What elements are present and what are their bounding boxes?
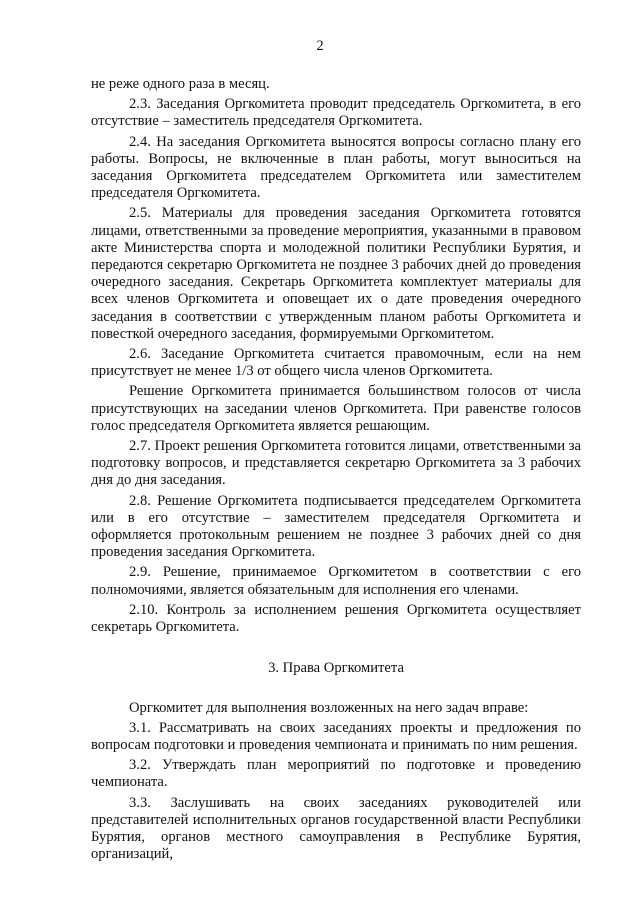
paragraph-continuation: не реже одного раза в месяц.	[91, 76, 270, 92]
paragraph-2-6: 2.6. Заседание Оргкомитета считается правомочным, если на нем присутствует не менее 1/3 от общего числа членов Оргкомитета.	[91, 346, 581, 380]
paragraph-3-3: 3.3. Заслушивать на своих заседаниях руководителей или представителей исполнительных органов государственной власти Республики Бурятия, органов местного самоуправления в Республике Бурятия, организаций,	[91, 794, 581, 863]
paragraph-2-7: 2.7. Проект решения Оргкомитета готовится лицами, ответственными за подготовку вопросов, и представляется секретарю Оргкомитета за 3 рабочих дня до дня заседания.	[91, 438, 581, 489]
document-body	[91, 76, 581, 863]
section-heading: 3. Права Оргкомитета	[268, 660, 404, 677]
paragraph-3-1: 3.1. Рассматривать на своих заседаниях проекты и предложения по вопросам подготовки и проведения чемпионата и принимать по ним решения.	[91, 719, 581, 753]
page-number: 2	[316, 38, 324, 54]
paragraph-2-3: 2.3. Заседания Оргкомитета проводит председатель Оргкомитета, в его отсутствие – заместитель председателя Оргкомитета.	[91, 96, 581, 130]
paragraph-2-4: 2.4. На заседания Оргкомитета выносятся вопросы согласно плану его работы. Вопросы, не включенные в план работы, могут выноситься на заседания Оргкомитета председателем Оргкомитета или заместителем председателя Оргкомитета.	[91, 133, 581, 202]
paragraph-2-8: 2.8. Решение Оргкомитета подписывается председателем Оргкомитета или в его отсутствие – заместителем председателя Оргкомитета и оформляется протокольным решением не позднее 3 рабочих дней со дня проведения заседания Оргкомитета.	[91, 492, 581, 561]
paragraph-decision: Решение Оргкомитета принимается большинством голосов от числа присутствующих на заседании членов Оргкомитета. При равенстве голосов голос председателя Оргкомитета является решающим.	[91, 383, 581, 434]
paragraph-2-5: 2.5. Материалы для проведения заседания Оргкомитета готовятся лицами, ответственными за проведение мероприятия, указанными в правовом акте Министерства спорта и молодежной политики Республики Бурятия, и передаются секретарю Оргкомитета не позднее 3 рабочих дней до проведения очередного заседания. Секретарь Оргкомитета комплектует материалы для всех членов Оргкомитета и оповещает их о дате проведения очередного заседания в соответствии с утвержденным планом работы Оргкомитета и повесткой очередного заседания, формируемыми Оргкомитетом.	[91, 205, 581, 342]
paragraph-2-9: 2.9. Решение, принимаемое Оргкомитетом в соответствии с его полномочиями, является обязательным для исполнения его членами.	[91, 564, 581, 598]
paragraph-3-2: 3.2. Утверждать план мероприятий по подготовке и проведению чемпионата.	[91, 757, 581, 791]
paragraph-2-10: 2.10. Контроль за исполнением решения Оргкомитета осуществляет секретарь Оргкомитета.	[91, 601, 581, 636]
paragraph-rights-intro: Оргкомитет для выполнения возложенных на него задач вправе:	[129, 699, 529, 716]
